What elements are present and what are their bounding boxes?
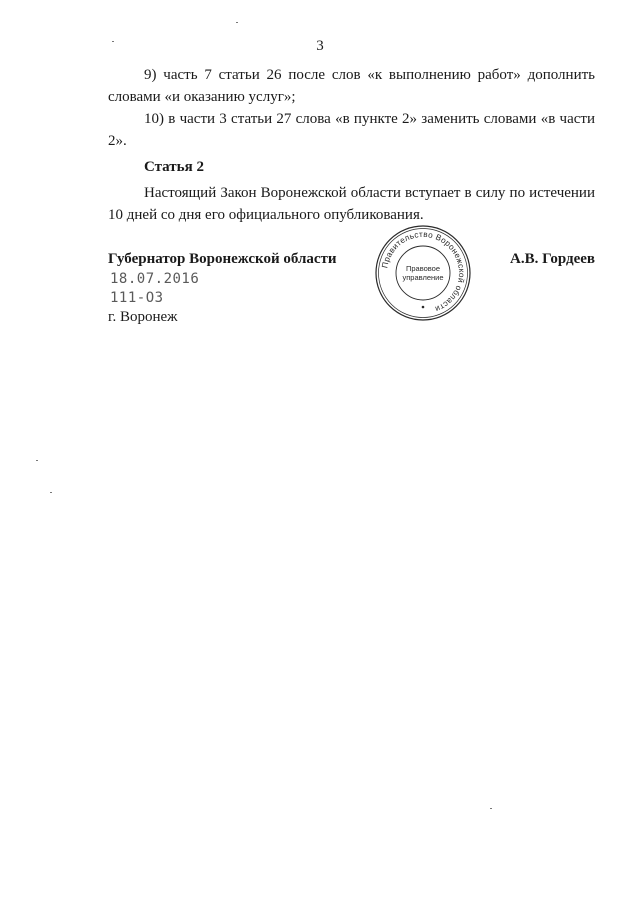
signatory-title: Губернатор Воронежской области: [108, 251, 337, 267]
scan-speck: [112, 41, 114, 42]
city-name: г. Воронеж: [108, 309, 178, 325]
signatory-name: А.В. Гордеев: [510, 251, 595, 267]
seal-center-line-1: Правовое: [405, 264, 441, 273]
scan-speck: [490, 808, 492, 809]
page-number: 3: [316, 38, 324, 54]
scan-speck: [236, 22, 238, 23]
scan-speck: [50, 492, 52, 493]
official-seal-icon: [373, 223, 473, 323]
scan-speck: [36, 460, 38, 461]
registration-date: 18.07.2016: [110, 271, 200, 287]
paragraph-item-9: 9) часть 7 статьи 26 после слов «к выполнению работ» дополнить словами «и оказанию услуг»;: [108, 67, 595, 105]
registration-number: 111-ОЗ: [110, 290, 164, 306]
signature-block: [108, 251, 595, 341]
seal-center-line-2: управление: [402, 273, 444, 282]
article-heading: Статья 2: [144, 159, 204, 175]
paragraph-item-10: 10) в части 3 статьи 27 слова «в пункте 2» заменить словами «в части 2».: [108, 111, 595, 149]
seal-ring-text: Правительство Воронежской области: [380, 229, 467, 314]
document-body: [108, 64, 595, 226]
article-text: Настоящий Закон Воронежской области вступает в силу по истечении 10 дней со дня его официального опубликования.: [108, 185, 595, 223]
